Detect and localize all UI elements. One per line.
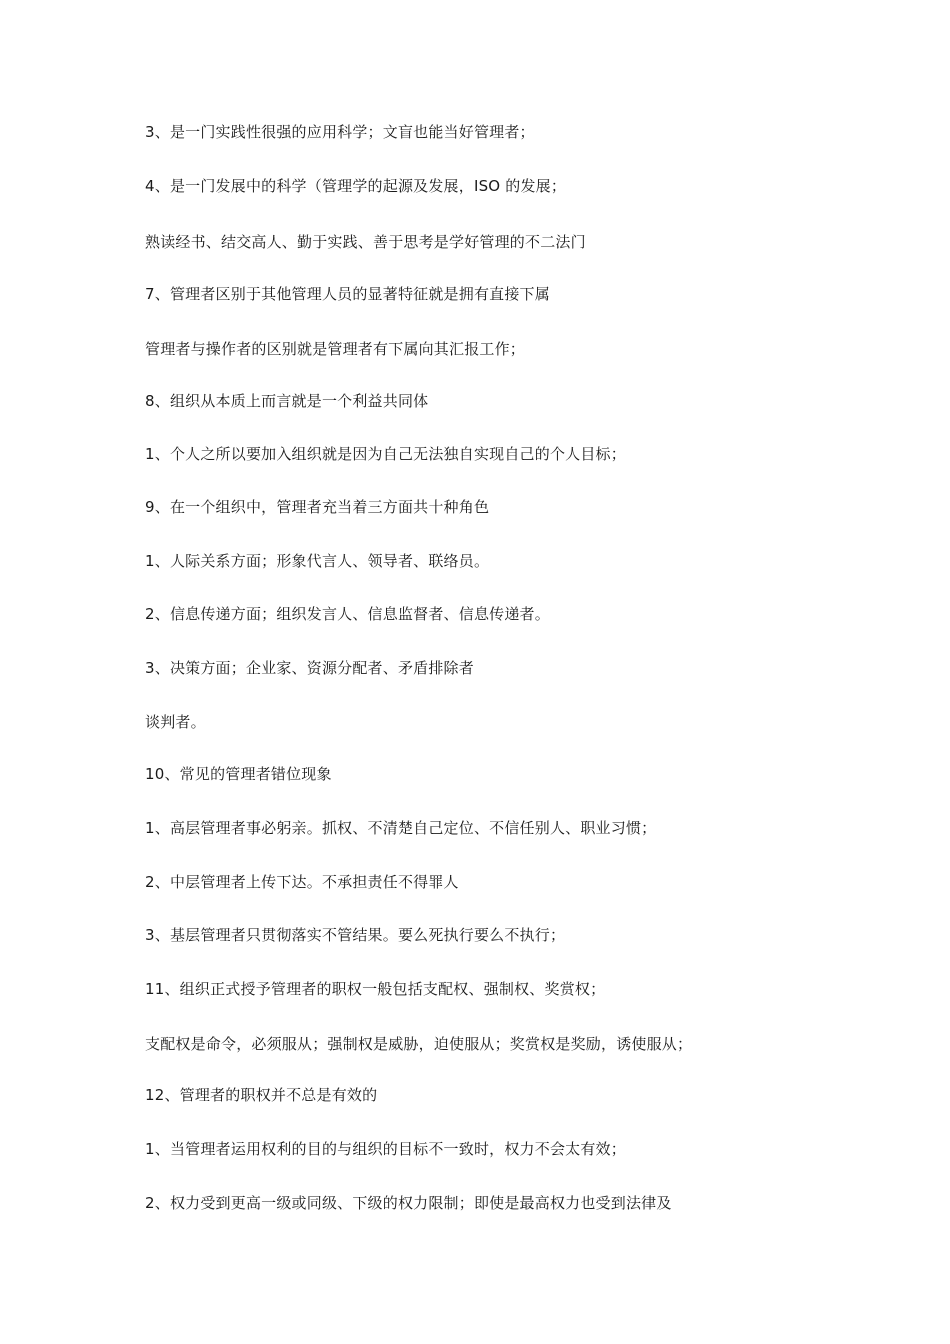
text-line: 3、是一门实践性很强的应用科学；文盲也能当好管理者； [145,123,535,141]
text-line: 1、人际关系方面；形象代言人、领导者、联络员。 [145,552,490,570]
text-line: 2、信息传递方面；组织发言人、信息监督者、信息传递者。 [145,605,550,623]
text-line: 3、决策方面；企业家、资源分配者、矛盾排除者 [145,659,474,677]
text-line: 1、当管理者运用权利的目的与组织的目标不一致时，权力不会太有效； [145,1140,626,1158]
text-line: 7、管理者区别于其他管理人员的显著特征就是拥有直接下属 [145,285,550,303]
text-line: 3、基层管理者只贯彻落实不管结果。要么死执行要么不执行； [145,926,566,944]
text-line: 管理者与操作者的区别就是管理者有下属向其汇报工作； [145,340,526,358]
text-line: 支配权是命令，必须服从；强制权是威胁，迫使服从；奖赏权是奖励，诱使服从； [145,1035,693,1053]
text-line: 10、常见的管理者错位现象 [145,765,332,783]
text-line: 谈判者。 [145,713,206,731]
text-line: 2、中层管理者上传下达。不承担责任不得罪人 [145,873,459,891]
text-line: 2、权力受到更高一级或同级、下级的权力限制；即使是最高权力也受到法律及 [145,1194,672,1212]
text-line: 熟读经书、结交高人、勤于实践、善于思考是学好管理的不二法门 [145,233,586,251]
text-line: 11、组织正式授予管理者的职权一般包括支配权、强制权、奖赏权； [145,980,606,998]
text-line: 9、在一个组织中，管理者充当着三方面共十种角色 [145,498,490,516]
text-line: 1、高层管理者事必躬亲。抓权、不清楚自己定位、不信任别人、职业习惯； [145,819,657,837]
text-line: 1、个人之所以要加入组织就是因为自己无法独自实现自己的个人目标； [145,445,626,463]
text-line: 12、管理者的职权并不总是有效的 [145,1086,378,1104]
text-line: 4、是一门发展中的科学（管理学的起源及发展，ISO 的发展； [145,177,567,195]
text-line: 8、组织从本质上而言就是一个利益共同体 [145,392,429,410]
